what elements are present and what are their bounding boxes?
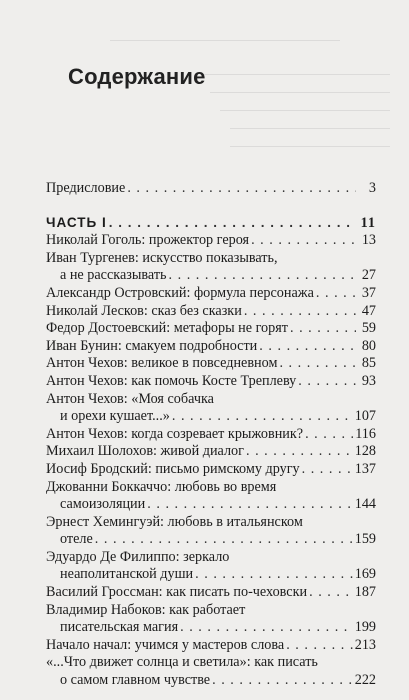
dot-leader [180, 619, 353, 637]
toc-entry[interactable] [46, 285, 376, 303]
dot-leader [244, 303, 356, 321]
toc-entry-page: 47 [361, 302, 376, 319]
dot-leader [279, 355, 356, 373]
toc-entry-page: 187 [354, 584, 376, 601]
toc-entry-label: о самом главном чувстве [60, 672, 211, 689]
toc-entry-label: Джованни Боккаччо: любовь во время [46, 478, 277, 495]
toc-entry[interactable] [46, 514, 376, 549]
toc-entry-label: отеле [60, 531, 93, 548]
toc-entry-page: 13 [361, 232, 376, 249]
toc-entry[interactable] [46, 303, 376, 321]
toc-entry-label: Николай Гоголь: прожектор героя [46, 232, 250, 249]
table-of-contents [46, 180, 376, 690]
page-title: Содержание [68, 64, 206, 89]
dot-leader [309, 584, 353, 602]
toc-entry[interactable] [46, 637, 376, 655]
toc-entry-label: Иван Бунин: смакуем подробности [46, 337, 258, 354]
toc-entry-label: Николай Лесков: сказ без сказки [46, 302, 242, 319]
toc-entry-page: 159 [354, 531, 376, 548]
toc-entry-label: Эрнест Хемингуэй: любовь в итальянском [46, 513, 303, 530]
toc-entry-label: писательская магия [60, 619, 179, 636]
toc-entry-label: самоизоляции [60, 496, 146, 513]
toc-entry-label: Антон Чехов: великое в повседневном [46, 355, 278, 372]
dot-leader [147, 496, 352, 514]
toc-entry-page: 199 [354, 619, 376, 636]
toc-entry[interactable] [46, 654, 376, 689]
toc-entry-label: Иван Тургенев: искусство показывать, [46, 249, 278, 266]
toc-entry-label: Начало начал: учимся у мастеров слова [46, 636, 285, 653]
dot-leader [259, 338, 356, 356]
toc-entry[interactable] [46, 479, 376, 514]
toc-entry-preface[interactable] [46, 180, 376, 198]
toc-entry-label: Владимир Набоков: как работает [46, 601, 246, 618]
dot-leader [195, 566, 353, 584]
toc-entry[interactable] [46, 549, 376, 584]
dot-leader [109, 214, 356, 232]
dot-leader [286, 637, 353, 655]
toc-entry-label: Михаил Шолохов: живой диалог [46, 443, 244, 460]
toc-entry[interactable] [46, 602, 376, 637]
toc-entry-page: 169 [354, 566, 376, 583]
toc-entry[interactable] [46, 250, 376, 285]
toc-entry[interactable] [46, 426, 376, 444]
dot-leader [212, 672, 353, 690]
toc-entry-page: 222 [354, 672, 376, 689]
toc-entry[interactable] [46, 320, 376, 338]
toc-entry-label: неаполитанской души [60, 566, 194, 583]
dot-leader [169, 267, 357, 285]
toc-entry-page: 213 [354, 636, 376, 653]
toc-entry-label: Александр Островский: формула персонажа [46, 284, 314, 301]
toc-entry-page: 144 [354, 496, 376, 513]
toc-entry-label: Федор Достоевский: метафоры не горят [46, 320, 288, 337]
dot-leader [95, 531, 353, 549]
toc-entry-label: Эдуардо Де Филиппо: зеркало [46, 548, 230, 565]
dot-leader [172, 408, 353, 426]
toc-entry-page: 37 [361, 284, 376, 301]
toc-entry-label: Антон Чехов: когда созревает крыжовник? [46, 425, 304, 442]
toc-entry-page: 3 [368, 180, 376, 196]
dot-leader [251, 232, 356, 250]
dot-leader [316, 285, 356, 303]
dot-leader [298, 373, 356, 391]
toc-entry-label: Иосиф Бродский: письмо римскому другу [46, 460, 300, 477]
toc-entry-label: Антон Чехов: «Моя собачка [46, 390, 214, 407]
toc-entry-label: Антон Чехов: как помочь Косте Треплеву [46, 372, 297, 389]
toc-entry[interactable] [46, 355, 376, 373]
toc-entry-page: 27 [361, 267, 376, 284]
toc-entry-label: «...Что движет солнца и светила»: как писать [46, 654, 318, 671]
dot-leader [127, 180, 356, 198]
toc-entries-list [46, 232, 376, 689]
toc-entry-label: и орехи кушает...» [60, 408, 170, 425]
toc-entry-page: 107 [354, 408, 376, 425]
toc-part-heading[interactable] [46, 214, 376, 233]
dot-leader [305, 426, 353, 444]
toc-entry[interactable] [46, 443, 376, 461]
toc-entry[interactable] [46, 373, 376, 391]
toc-entry[interactable] [46, 584, 376, 602]
dot-leader [302, 461, 353, 479]
toc-entry-page: 116 [355, 425, 376, 442]
dot-leader [290, 320, 356, 338]
toc-entry-label: а не рассказывать [60, 267, 167, 284]
toc-entry-page: 128 [354, 443, 376, 460]
dot-leader [246, 443, 353, 461]
toc-entry-label: Предисловие [46, 180, 126, 196]
toc-entry[interactable] [46, 461, 376, 479]
toc-entry-page: 137 [354, 460, 376, 477]
toc-entry-page: 80 [361, 337, 376, 354]
toc-entry[interactable] [46, 338, 376, 356]
toc-entry[interactable] [46, 391, 376, 426]
toc-entry-page: 93 [361, 372, 376, 389]
toc-entry[interactable] [46, 232, 376, 250]
part-page: 11 [360, 214, 376, 231]
part-label: ЧАСТЬ I [46, 214, 107, 230]
toc-entry-page: 85 [361, 355, 376, 372]
toc-entry-label: Василий Гроссман: как писать по-чеховски [46, 584, 308, 601]
toc-entry-page: 59 [361, 320, 376, 337]
